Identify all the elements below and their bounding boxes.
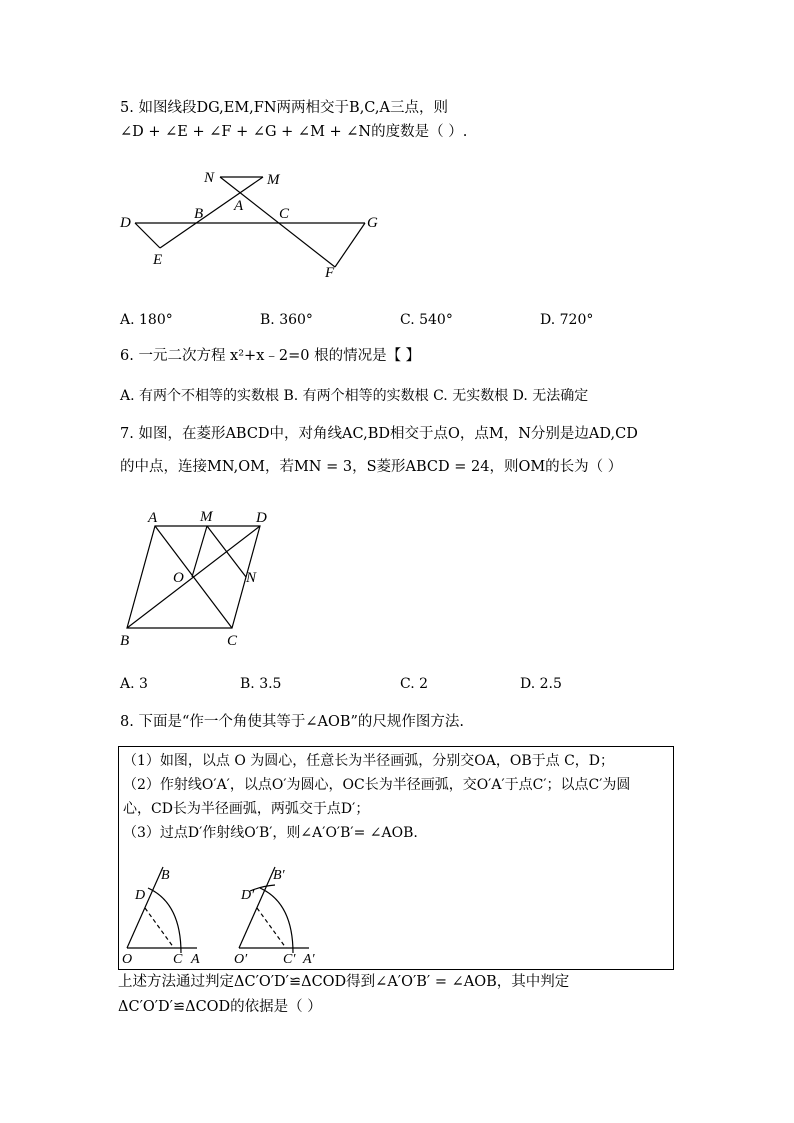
q5-label-M: M (267, 172, 280, 188)
q5-option-a: A. 180° (120, 312, 173, 328)
q8-left-label-O: O (122, 952, 133, 967)
q5-label-A: A (234, 198, 244, 214)
q7-option-a: A. 3 (120, 676, 148, 692)
q5-figure (110, 160, 410, 285)
q8-right-label-B: B′ (273, 868, 285, 883)
q8-method-box (118, 746, 674, 970)
q8-step-1: （1）如图，以点 O 为圆心，任意长为半径画弧，分别交OA，OB于点 C，D； (123, 753, 615, 769)
q8-right-label-O: O′ (234, 952, 248, 967)
q5-label-B: B (194, 206, 204, 222)
q7-label-O: O (173, 570, 184, 586)
q5-label-G: G (367, 215, 378, 231)
q7-option-c: C. 2 (400, 676, 429, 692)
q7-label-M: M (200, 509, 213, 525)
q8-step-2: （2）作射线O′A′，以点O′为圆心，OC长为半径画弧，交O′A′于点C′；以点C′为圆 (123, 777, 631, 793)
q5-label-E: E (153, 252, 163, 268)
q8-left-label-B: B (161, 868, 170, 883)
q5-option-d: D. 720° (540, 312, 594, 328)
q5-label-D: D (120, 215, 131, 231)
q8-left-label-A: A (191, 952, 200, 967)
q8-left-label-D: D (135, 888, 146, 903)
q7-label-D: D (256, 510, 267, 526)
q7-label-A: A (148, 510, 158, 526)
q7-label-N: N (246, 570, 257, 586)
q8-right-label-A: A′ (303, 952, 315, 967)
q8-step-2-cont: 心，CD长为半径画弧，两弧交于点D′； (123, 801, 370, 817)
q5-option-b: B. 360° (260, 312, 313, 328)
q7-stem-line2: 的中点，连接MN,OM，若MN = 3，S菱形ABCD = 24，则OM的长为（ ） (120, 459, 623, 475)
q8-left-label-C: C (173, 952, 183, 967)
q6-stem: 6. 一元二次方程 x²+x﹣2=0 根的情况是【 】 (120, 348, 421, 364)
q5-label-C: C (279, 206, 290, 222)
q8-after-line1: 上述方法通过判定ΔC′O′D′≌ΔCOD得到∠A′O′B′ = ∠AOB，其中判定 (118, 974, 570, 990)
q5-label-F: F (325, 265, 335, 281)
q6-options: A. 有两个不相等的实数根 B. 有两个相等的实数根 C. 无实数根 D. 无法确定 (120, 388, 589, 404)
q8-right-label-C: C′ (283, 952, 296, 967)
q5-stem-line1: 5. 如图线段DG,EM,FN两两相交于B,C,A三点，则 (120, 100, 448, 116)
q8-stem: 8. 下面是“作一个角使其等于∠AOB”的尺规作图方法. (120, 714, 465, 730)
q5-option-c: C. 540° (400, 312, 453, 328)
q7-option-d: D. 2.5 (520, 676, 562, 692)
q7-stem-line1: 7. 如图，在菱形ABCD中，对角线AC,BD相交于点O，点M，N分别是边AD,CD (120, 426, 638, 442)
q7-option-b: B. 3.5 (240, 676, 282, 692)
q8-after-line2: ΔC′O′D′≌ΔCOD的依据是（ ） (118, 999, 322, 1015)
q5-label-N: N (204, 170, 215, 186)
q5-stem-line2: ∠D + ∠E + ∠F + ∠G + ∠M + ∠N的度数是（ ）. (120, 124, 468, 140)
q7-figure (110, 505, 290, 650)
q7-label-C: C (227, 633, 238, 649)
q8-figure (119, 857, 379, 967)
q8-right-label-D: D′ (241, 888, 255, 903)
q8-step-3: （3）过点D′作射线O′B′，则∠A′O′B′= ∠AOB. (123, 825, 418, 841)
q7-label-B: B (120, 633, 130, 649)
